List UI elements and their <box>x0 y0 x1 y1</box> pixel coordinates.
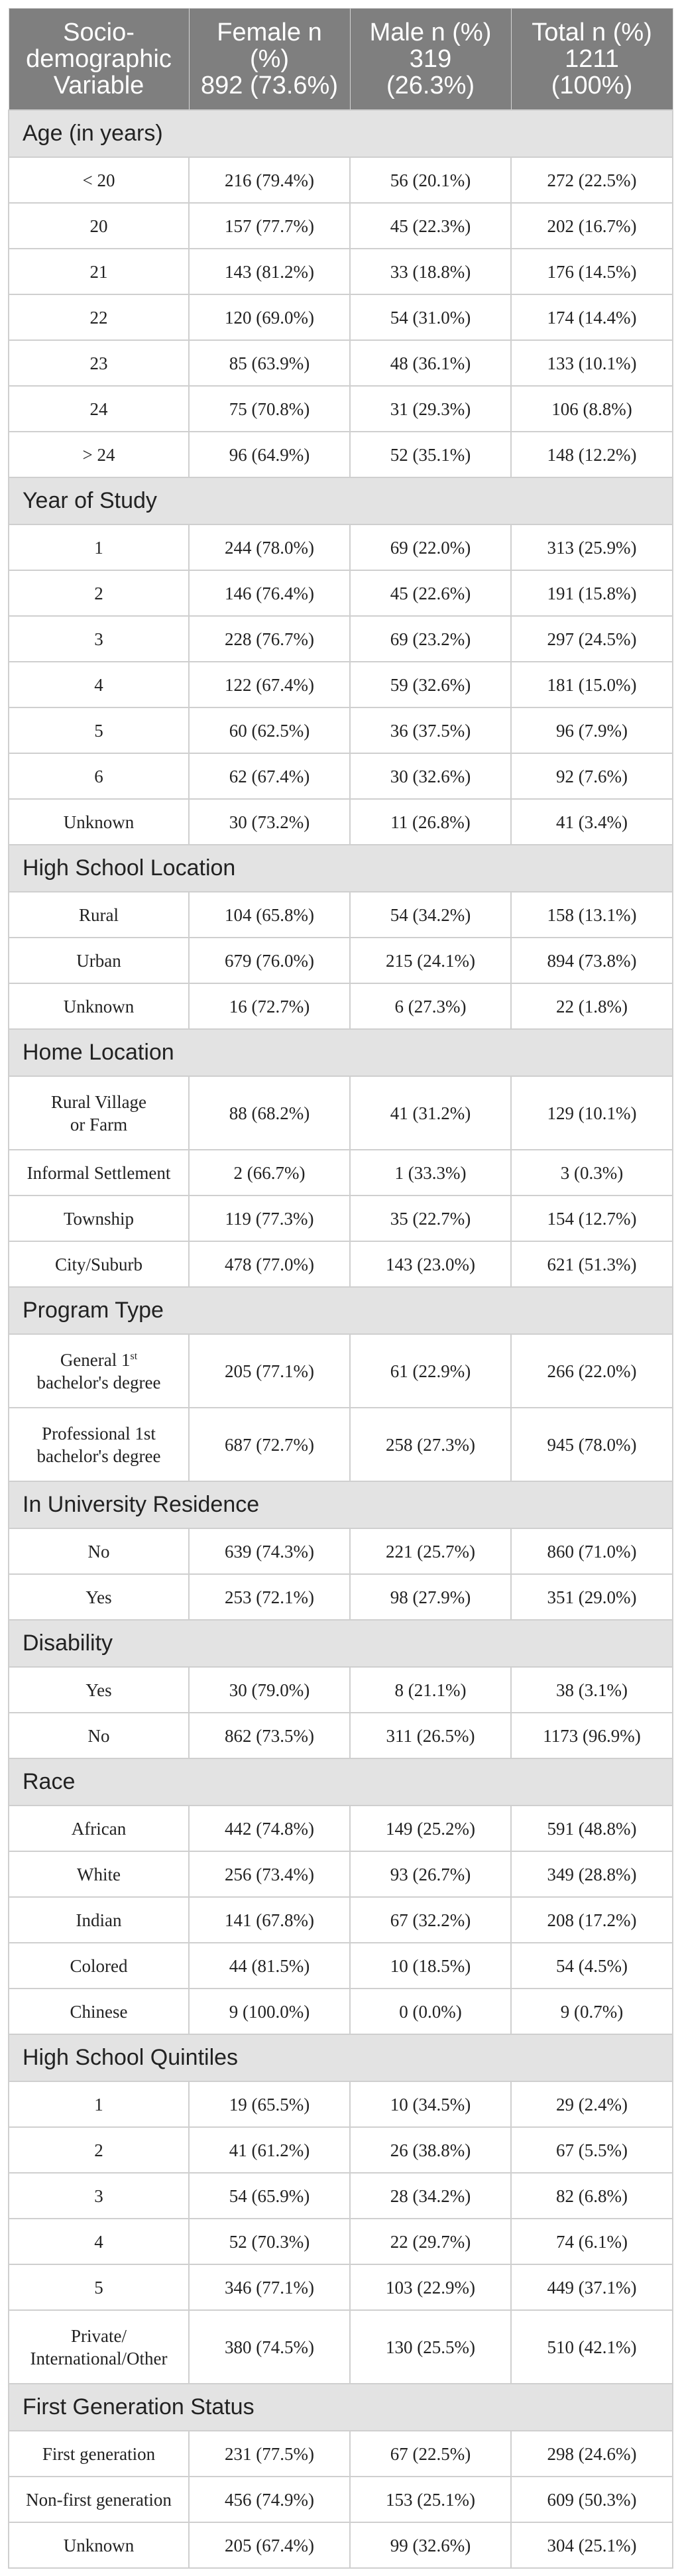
table-row <box>9 294 673 340</box>
table-row <box>9 1713 673 1758</box>
female-cell: 639 (74.3%) <box>189 1528 350 1574</box>
section-row <box>9 1620 673 1667</box>
total-cell: 174 (14.4%) <box>511 294 673 340</box>
table-row <box>9 1196 673 1241</box>
row-label: 5 <box>9 707 189 753</box>
female-cell: 54 (65.9%) <box>189 2173 350 2219</box>
ordinal-superscript: st <box>130 1350 138 1362</box>
female-cell: 216 (79.4%) <box>189 157 350 203</box>
female-cell: 687 (72.7%) <box>189 1408 350 1481</box>
table-row <box>9 203 673 249</box>
row-label: Township <box>9 1196 189 1241</box>
section-title: High School Quintiles <box>9 2034 673 2081</box>
section-title: Year of Study <box>9 477 673 524</box>
table-row <box>9 1667 673 1713</box>
section-row <box>9 2034 673 2081</box>
row-label: 6 <box>9 753 189 799</box>
table-row <box>9 524 673 570</box>
female-cell: 244 (78.0%) <box>189 524 350 570</box>
row-label: 4 <box>9 2219 189 2264</box>
female-cell: 2 (66.7%) <box>189 1150 350 1196</box>
female-cell: 143 (81.2%) <box>189 249 350 294</box>
section-title: First Generation Status <box>9 2384 673 2431</box>
total-cell: 92 (7.6%) <box>511 753 673 799</box>
male-cell: 30 (32.6%) <box>350 753 511 799</box>
row-label: Indian <box>9 1897 189 1943</box>
table-row <box>9 1851 673 1897</box>
row-label: City/Suburb <box>9 1241 189 1287</box>
male-cell: 31 (29.3%) <box>350 386 511 432</box>
section-title: High School Location <box>9 845 673 892</box>
table-row <box>9 1150 673 1196</box>
female-cell: 380 (74.5%) <box>189 2310 350 2384</box>
male-cell: 153 (25.1%) <box>350 2477 511 2522</box>
male-cell: 99 (32.6%) <box>350 2522 511 2568</box>
male-cell: 10 (18.5%) <box>350 1943 511 1989</box>
female-cell: 16 (72.7%) <box>189 983 350 1029</box>
table-row <box>9 1574 673 1620</box>
female-cell: 456 (74.9%) <box>189 2477 350 2522</box>
row-label: Unknown <box>9 983 189 1029</box>
row-label: Yes <box>9 1667 189 1713</box>
male-cell: 52 (35.1%) <box>350 432 511 477</box>
row-label: 5 <box>9 2264 189 2310</box>
total-cell: 82 (6.8%) <box>511 2173 673 2219</box>
female-cell: 442 (74.8%) <box>189 1806 350 1851</box>
section-title: Home Location <box>9 1029 673 1076</box>
section-row <box>9 110 673 157</box>
total-cell: 154 (12.7%) <box>511 1196 673 1241</box>
section-title: Age (in years) <box>9 110 673 157</box>
table-row <box>9 662 673 707</box>
total-cell: 449 (37.1%) <box>511 2264 673 2310</box>
male-cell: 93 (26.7%) <box>350 1851 511 1897</box>
male-cell: 143 (23.0%) <box>350 1241 511 1287</box>
table-row <box>9 2127 673 2173</box>
row-label: No <box>9 1528 189 1574</box>
sociodemographic-table <box>8 8 673 2569</box>
total-cell: 96 (7.9%) <box>511 707 673 753</box>
row-label: 24 <box>9 386 189 432</box>
male-cell: 103 (22.9%) <box>350 2264 511 2310</box>
total-cell: 176 (14.5%) <box>511 249 673 294</box>
row-label-text: bachelor's degree <box>36 1372 161 1392</box>
row-label: Colored <box>9 1943 189 1989</box>
table-row <box>9 2431 673 2477</box>
total-cell: 351 (29.0%) <box>511 1574 673 1620</box>
row-label: 23 <box>9 340 189 386</box>
total-cell: 9 (0.7%) <box>511 1989 673 2034</box>
table-row <box>9 249 673 294</box>
female-cell: 30 (79.0%) <box>189 1667 350 1713</box>
table-row <box>9 892 673 938</box>
total-cell: 29 (2.4%) <box>511 2081 673 2127</box>
row-label: 1 <box>9 524 189 570</box>
total-cell: 945 (78.0%) <box>511 1408 673 1481</box>
table-row <box>9 707 673 753</box>
row-label: Professional 1st bachelor's degree <box>9 1408 189 1481</box>
total-cell: 297 (24.5%) <box>511 616 673 662</box>
table-row <box>9 2522 673 2568</box>
male-cell: 45 (22.3%) <box>350 203 511 249</box>
male-cell: 149 (25.2%) <box>350 1806 511 1851</box>
female-cell: 253 (72.1%) <box>189 1574 350 1620</box>
total-cell: 609 (50.3%) <box>511 2477 673 2522</box>
female-cell: 85 (63.9%) <box>189 340 350 386</box>
female-cell: 104 (65.8%) <box>189 892 350 938</box>
table-header <box>9 9 673 111</box>
male-cell: 45 (22.6%) <box>350 570 511 616</box>
female-cell: 862 (73.5%) <box>189 1713 350 1758</box>
table-row <box>9 2310 673 2384</box>
female-cell: 205 (77.1%) <box>189 1334 350 1408</box>
table-row <box>9 1528 673 1574</box>
male-cell: 56 (20.1%) <box>350 157 511 203</box>
row-label: 22 <box>9 294 189 340</box>
row-label: No <box>9 1713 189 1758</box>
male-cell: 54 (31.0%) <box>350 294 511 340</box>
female-cell: 9 (100.0%) <box>189 1989 350 2034</box>
total-cell: 272 (22.5%) <box>511 157 673 203</box>
total-cell: 202 (16.7%) <box>511 203 673 249</box>
section-row <box>9 1029 673 1076</box>
row-label: First generation <box>9 2431 189 2477</box>
male-cell: 69 (22.0%) <box>350 524 511 570</box>
row-label: White <box>9 1851 189 1897</box>
male-cell: 28 (34.2%) <box>350 2173 511 2219</box>
male-cell: 130 (25.5%) <box>350 2310 511 2384</box>
row-label: Chinese <box>9 1989 189 2034</box>
section-row <box>9 1481 673 1528</box>
row-label: 4 <box>9 662 189 707</box>
total-cell: 106 (8.8%) <box>511 386 673 432</box>
row-label: 1 <box>9 2081 189 2127</box>
table-row <box>9 386 673 432</box>
header-row <box>9 9 673 111</box>
total-cell: 894 (73.8%) <box>511 938 673 983</box>
section-title: Program Type <box>9 1287 673 1334</box>
male-cell: 41 (31.2%) <box>350 1076 511 1150</box>
section-row <box>9 477 673 524</box>
row-label: Rural <box>9 892 189 938</box>
female-cell: 256 (73.4%) <box>189 1851 350 1897</box>
female-cell: 52 (70.3%) <box>189 2219 350 2264</box>
male-cell: 10 (34.5%) <box>350 2081 511 2127</box>
female-cell: 122 (67.4%) <box>189 662 350 707</box>
table-row <box>9 983 673 1029</box>
row-label: Informal Settlement <box>9 1150 189 1196</box>
female-cell: 60 (62.5%) <box>189 707 350 753</box>
total-cell: 1173 (96.9%) <box>511 1713 673 1758</box>
female-cell: 44 (81.5%) <box>189 1943 350 1989</box>
male-cell: 11 (26.8%) <box>350 799 511 845</box>
total-cell: 41 (3.4%) <box>511 799 673 845</box>
male-cell: 59 (32.6%) <box>350 662 511 707</box>
table-row <box>9 753 673 799</box>
female-cell: 228 (76.7%) <box>189 616 350 662</box>
female-cell: 119 (77.3%) <box>189 1196 350 1241</box>
male-cell: 258 (27.3%) <box>350 1408 511 1481</box>
total-cell: 304 (25.1%) <box>511 2522 673 2568</box>
table-row <box>9 1334 673 1408</box>
table-row <box>9 1943 673 1989</box>
male-cell: 67 (32.2%) <box>350 1897 511 1943</box>
table-row <box>9 2219 673 2264</box>
total-cell: 181 (15.0%) <box>511 662 673 707</box>
female-cell: 30 (73.2%) <box>189 799 350 845</box>
male-cell: 98 (27.9%) <box>350 1574 511 1620</box>
table-body <box>9 110 673 2568</box>
row-label: Private/ International/Other <box>9 2310 189 2384</box>
male-cell: 61 (22.9%) <box>350 1334 511 1408</box>
table-row <box>9 616 673 662</box>
female-cell: 19 (65.5%) <box>189 2081 350 2127</box>
row-label <box>9 1334 189 1408</box>
male-cell: 6 (27.3%) <box>350 983 511 1029</box>
total-cell: 129 (10.1%) <box>511 1076 673 1150</box>
total-cell: 54 (4.5%) <box>511 1943 673 1989</box>
female-cell: 75 (70.8%) <box>189 386 350 432</box>
male-cell: 48 (36.1%) <box>350 340 511 386</box>
table-row <box>9 938 673 983</box>
male-cell: 36 (37.5%) <box>350 707 511 753</box>
female-cell: 146 (76.4%) <box>189 570 350 616</box>
female-cell: 96 (64.9%) <box>189 432 350 477</box>
row-label: > 24 <box>9 432 189 477</box>
table-row <box>9 1897 673 1943</box>
table-row <box>9 799 673 845</box>
row-label: African <box>9 1806 189 1851</box>
section-title: Race <box>9 1758 673 1806</box>
male-cell: 33 (18.8%) <box>350 249 511 294</box>
male-cell: 26 (38.8%) <box>350 2127 511 2173</box>
table-row <box>9 570 673 616</box>
table-row <box>9 1989 673 2034</box>
table-row <box>9 2477 673 2522</box>
male-cell: 54 (34.2%) <box>350 892 511 938</box>
table-row <box>9 2081 673 2127</box>
male-cell: 35 (22.7%) <box>350 1196 511 1241</box>
male-cell: 67 (22.5%) <box>350 2431 511 2477</box>
female-cell: 231 (77.5%) <box>189 2431 350 2477</box>
header-variable: Socio- demographic Variable <box>9 9 189 111</box>
total-cell: 313 (25.9%) <box>511 524 673 570</box>
male-cell: 69 (23.2%) <box>350 616 511 662</box>
female-cell: 62 (67.4%) <box>189 753 350 799</box>
section-row <box>9 845 673 892</box>
table-row <box>9 432 673 477</box>
male-cell: 311 (26.5%) <box>350 1713 511 1758</box>
total-cell: 3 (0.3%) <box>511 1150 673 1196</box>
section-row <box>9 1758 673 1806</box>
row-label: 3 <box>9 2173 189 2219</box>
female-cell: 41 (61.2%) <box>189 2127 350 2173</box>
row-label: 20 <box>9 203 189 249</box>
section-title: In University Residence <box>9 1481 673 1528</box>
row-label: Yes <box>9 1574 189 1620</box>
total-cell: 67 (5.5%) <box>511 2127 673 2173</box>
female-cell: 205 (67.4%) <box>189 2522 350 2568</box>
section-row <box>9 1287 673 1334</box>
table-row <box>9 1241 673 1287</box>
row-label: 2 <box>9 570 189 616</box>
total-cell: 22 (1.8%) <box>511 983 673 1029</box>
female-cell: 120 (69.0%) <box>189 294 350 340</box>
male-cell: 8 (21.1%) <box>350 1667 511 1713</box>
total-cell: 349 (28.8%) <box>511 1851 673 1897</box>
male-cell: 215 (24.1%) <box>350 938 511 983</box>
row-label: 3 <box>9 616 189 662</box>
row-label: Non-first generation <box>9 2477 189 2522</box>
header-female: Female n (%) 892 (73.6%) <box>189 9 350 111</box>
total-cell: 298 (24.6%) <box>511 2431 673 2477</box>
male-cell: 0 (0.0%) <box>350 1989 511 2034</box>
row-label: < 20 <box>9 157 189 203</box>
table-row <box>9 157 673 203</box>
row-label: Unknown <box>9 799 189 845</box>
female-cell: 88 (68.2%) <box>189 1076 350 1150</box>
section-title: Disability <box>9 1620 673 1667</box>
total-cell: 208 (17.2%) <box>511 1897 673 1943</box>
total-cell: 510 (42.1%) <box>511 2310 673 2384</box>
table-row <box>9 1408 673 1481</box>
row-label: Rural Village or Farm <box>9 1076 189 1150</box>
total-cell: 158 (13.1%) <box>511 892 673 938</box>
section-row <box>9 2384 673 2431</box>
row-label: Urban <box>9 938 189 983</box>
total-cell: 191 (15.8%) <box>511 570 673 616</box>
row-label: 21 <box>9 249 189 294</box>
male-cell: 22 (29.7%) <box>350 2219 511 2264</box>
table-row <box>9 1806 673 1851</box>
table-row <box>9 1076 673 1150</box>
male-cell: 1 (33.3%) <box>350 1150 511 1196</box>
female-cell: 157 (77.7%) <box>189 203 350 249</box>
total-cell: 133 (10.1%) <box>511 340 673 386</box>
row-label-text: General 1 <box>60 1349 131 1370</box>
total-cell: 74 (6.1%) <box>511 2219 673 2264</box>
table-row <box>9 2264 673 2310</box>
male-cell: 221 (25.7%) <box>350 1528 511 1574</box>
row-label: 2 <box>9 2127 189 2173</box>
total-cell: 591 (48.8%) <box>511 1806 673 1851</box>
table-row <box>9 340 673 386</box>
total-cell: 148 (12.2%) <box>511 432 673 477</box>
row-label: Unknown <box>9 2522 189 2568</box>
header-total: Total n (%) 1211 (100%) <box>511 9 673 111</box>
total-cell: 860 (71.0%) <box>511 1528 673 1574</box>
table-row <box>9 2173 673 2219</box>
total-cell: 621 (51.3%) <box>511 1241 673 1287</box>
female-cell: 679 (76.0%) <box>189 938 350 983</box>
female-cell: 346 (77.1%) <box>189 2264 350 2310</box>
total-cell: 266 (22.0%) <box>511 1334 673 1408</box>
total-cell: 38 (3.1%) <box>511 1667 673 1713</box>
female-cell: 478 (77.0%) <box>189 1241 350 1287</box>
female-cell: 141 (67.8%) <box>189 1897 350 1943</box>
header-male: Male n (%) 319 (26.3%) <box>350 9 511 111</box>
